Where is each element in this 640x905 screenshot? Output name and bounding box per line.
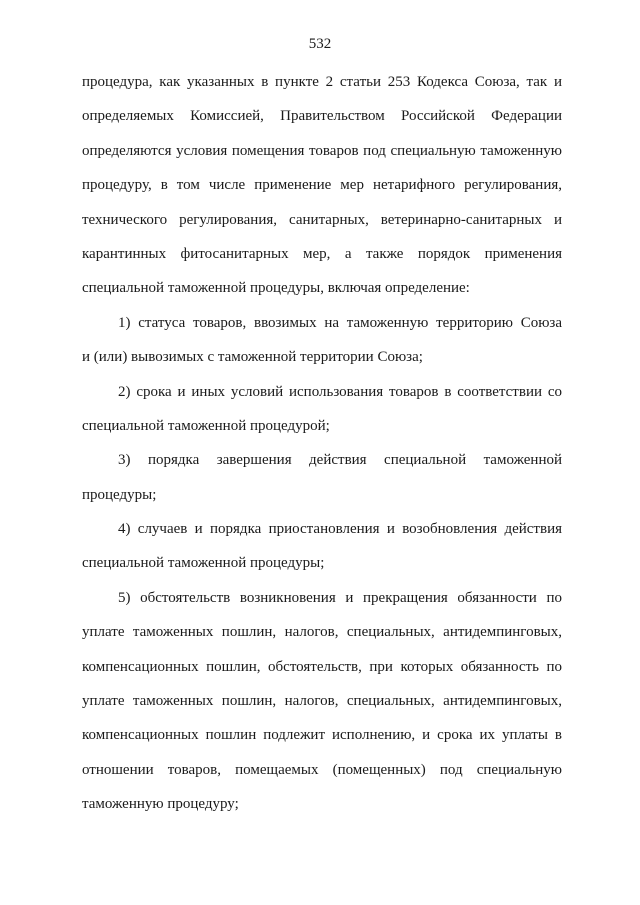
list-item-line: 1) статуса товаров, ввозимых на таможенную территорию Союза [118, 314, 562, 331]
text-line: специальной таможенной процедуры, включая определение: [82, 280, 470, 297]
text-line: определяемых Комиссией, Правительством Российской Федерации [82, 108, 562, 125]
text-line: процедура, как указанных в пункте 2 статьи 253 Кодекса Союза, так и [82, 74, 562, 90]
text-line: компенсационных пошлин подлежит исполнению, и срока их уплаты в [82, 727, 562, 744]
page-number: 532 [308, 36, 332, 52]
list-item-line: 4) случаев и порядка приостановления и возобновления действия [118, 521, 562, 538]
list-item-line: 2) срока и иных условий использования товаров в соответствии со [118, 383, 562, 400]
text-line: уплате таможенных пошлин, налогов, специальных, антидемпинговых, [82, 693, 562, 710]
text-line: специальной таможенной процедурой; [82, 417, 330, 434]
text-line: и (или) вывозимых с таможенной территории Союза; [82, 349, 423, 366]
text-line: процедуры; [82, 486, 157, 503]
text-line: карантинных фитосанитарных мер, а также порядок применения [82, 245, 562, 262]
text-line: определяются условия помещения товаров под специальную таможенную [82, 142, 562, 159]
text-line: компенсационных пошлин, обстоятельств, при которых обязанность по [82, 658, 562, 675]
text-line: процедуру, в том числе применение мер нетарифного регулирования, [82, 177, 562, 194]
text-line: отношении товаров, помещаемых (помещенных) под специальную [82, 761, 562, 778]
list-item-line: 5) обстоятельств возникновения и прекращения обязанности по [118, 589, 562, 606]
text-line: специальной таможенной процедуры; [82, 555, 325, 572]
text-line: таможенную процедуру; [82, 796, 239, 813]
text-line: уплате таможенных пошлин, налогов, специальных, антидемпинговых, [82, 624, 562, 641]
text-line: технического регулирования, санитарных, ветеринарно-санитарных и [82, 211, 562, 228]
list-item-line: 3) порядка завершения действия специальной таможенной [118, 452, 562, 469]
document-body [82, 70, 562, 827]
